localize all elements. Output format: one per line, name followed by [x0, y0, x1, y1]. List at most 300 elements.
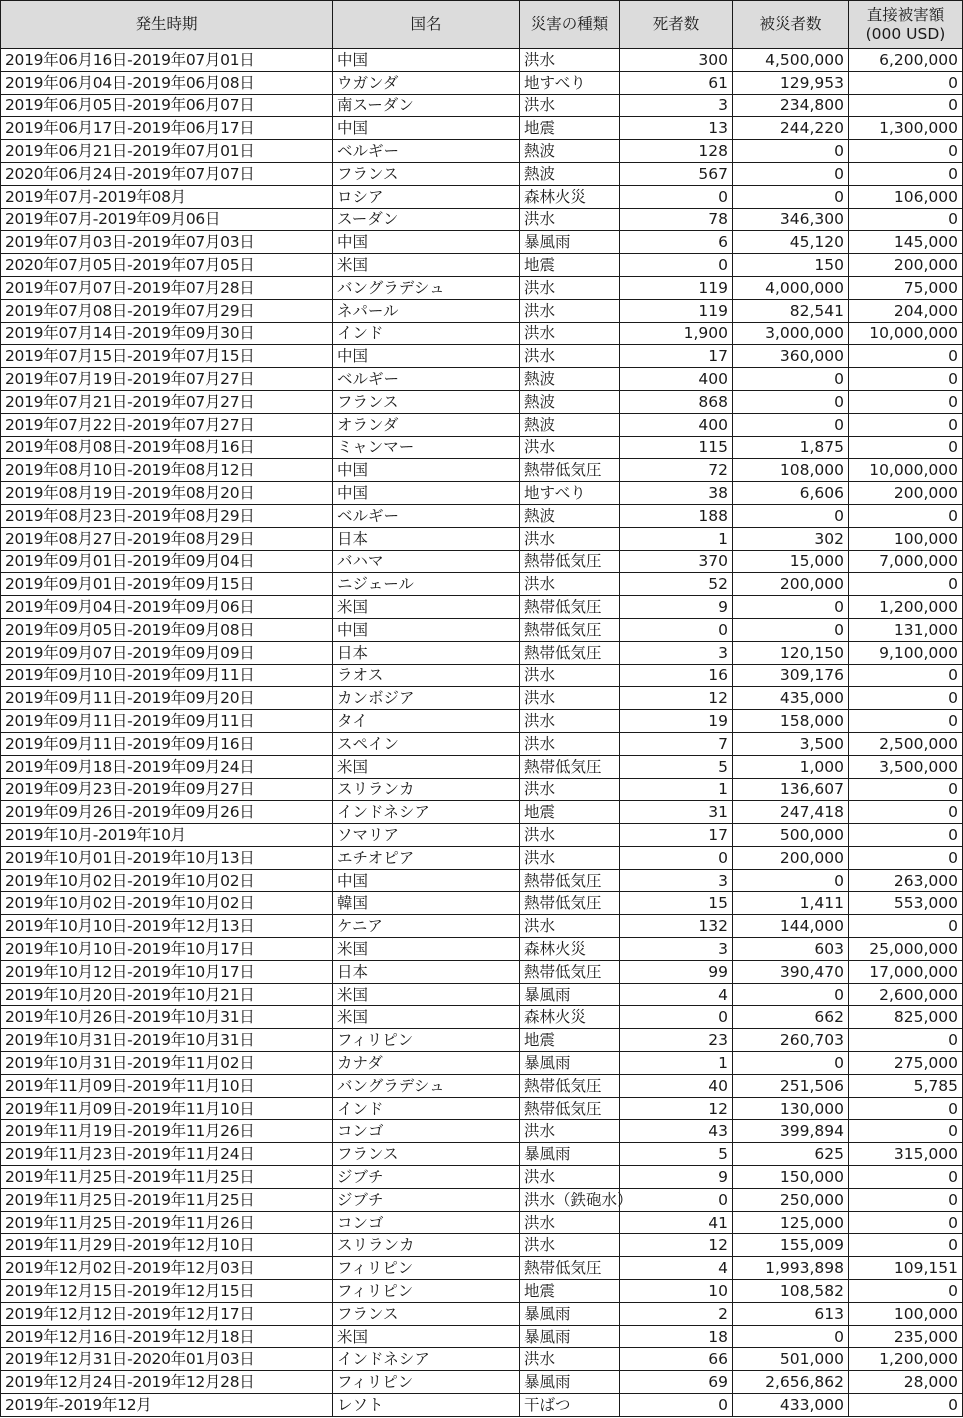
cell-country: オランダ	[333, 413, 520, 436]
cell-affected: 0	[733, 869, 849, 892]
cell-deaths: 78	[620, 208, 733, 231]
cell-deaths: 2	[620, 1302, 733, 1325]
cell-country: 中国	[333, 345, 520, 368]
cell-deaths: 43	[620, 1120, 733, 1143]
cell-affected: 250,000	[733, 1188, 849, 1211]
cell-date: 2019年07月07日-2019年07月28日	[1, 276, 333, 299]
cell-type: 洪水	[520, 1211, 620, 1234]
cell-type: 地震	[520, 1280, 620, 1303]
cell-country: インドネシア	[333, 1348, 520, 1371]
cell-date: 2019年07月22日-2019年07月27日	[1, 413, 333, 436]
cell-country: ミャンマー	[333, 436, 520, 459]
cell-date: 2019年10月12日-2019年10月17日	[1, 960, 333, 983]
cell-date: 2019年12月02日-2019年12月03日	[1, 1257, 333, 1280]
cell-date: 2019年08月08日-2019年08月16日	[1, 436, 333, 459]
cell-deaths: 40	[620, 1074, 733, 1097]
header-type: 災害の種類	[520, 1, 620, 49]
cell-type: 森林火災	[520, 938, 620, 961]
table-row	[1, 504, 963, 527]
cell-type: 地震	[520, 801, 620, 824]
table-row	[1, 687, 963, 710]
cell-deaths: 15	[620, 892, 733, 915]
table-row	[1, 1029, 963, 1052]
cell-date: 2019年12月15日-2019年12月15日	[1, 1280, 333, 1303]
cell-country: スーダン	[333, 208, 520, 231]
cell-damage: 0	[849, 915, 963, 938]
table-row	[1, 1143, 963, 1166]
cell-country: ネパール	[333, 299, 520, 322]
cell-damage: 0	[849, 824, 963, 847]
cell-deaths: 119	[620, 276, 733, 299]
cell-type: 熱帯低気圧	[520, 892, 620, 915]
cell-damage: 0	[849, 390, 963, 413]
header-row	[1, 1, 963, 49]
header-damage	[849, 1, 963, 49]
cell-country: ベルギー	[333, 504, 520, 527]
cell-affected: 346,300	[733, 208, 849, 231]
table-row	[1, 1325, 963, 1348]
cell-type: 熱帯低気圧	[520, 550, 620, 573]
cell-date: 2019年12月12日-2019年12月17日	[1, 1302, 333, 1325]
cell-deaths: 9	[620, 1166, 733, 1189]
cell-country: フィリピン	[333, 1257, 520, 1280]
table-row	[1, 1371, 963, 1394]
table-row	[1, 1074, 963, 1097]
cell-type: 洪水	[520, 276, 620, 299]
cell-country: カナダ	[333, 1052, 520, 1075]
table-row	[1, 573, 963, 596]
cell-type: 熱帯低気圧	[520, 459, 620, 482]
cell-deaths: 0	[620, 1006, 733, 1029]
cell-type: 熱帯低気圧	[520, 1074, 620, 1097]
cell-damage: 5,785	[849, 1074, 963, 1097]
cell-damage: 0	[849, 1029, 963, 1052]
cell-country: 米国	[333, 596, 520, 619]
cell-affected: 0	[733, 140, 849, 163]
cell-deaths: 5	[620, 755, 733, 778]
cell-damage: 100,000	[849, 527, 963, 550]
cell-affected: 1,000	[733, 755, 849, 778]
cell-country: 日本	[333, 527, 520, 550]
cell-type: 洪水	[520, 49, 620, 72]
table-row	[1, 276, 963, 299]
cell-affected: 247,418	[733, 801, 849, 824]
cell-type: 洪水	[520, 778, 620, 801]
cell-type: 森林火災	[520, 1006, 620, 1029]
table-row	[1, 732, 963, 755]
cell-damage: 0	[849, 1280, 963, 1303]
table-row	[1, 938, 963, 961]
table-row	[1, 1006, 963, 1029]
cell-date: 2019年08月23日-2019年08月29日	[1, 504, 333, 527]
cell-type: 熱波	[520, 390, 620, 413]
cell-country: タイ	[333, 710, 520, 733]
cell-affected: 662	[733, 1006, 849, 1029]
cell-deaths: 66	[620, 1348, 733, 1371]
cell-country: フランス	[333, 162, 520, 185]
cell-damage: 0	[849, 1188, 963, 1211]
cell-damage: 825,000	[849, 1006, 963, 1029]
cell-date: 2019年10月31日-2019年11月02日	[1, 1052, 333, 1075]
cell-date: 2019年06月05日-2019年06月07日	[1, 94, 333, 117]
cell-country: 日本	[333, 641, 520, 664]
cell-date: 2019年12月31日-2020年01月03日	[1, 1348, 333, 1371]
cell-deaths: 10	[620, 1280, 733, 1303]
cell-date: 2019年10月-2019年10月	[1, 824, 333, 847]
table-row	[1, 49, 963, 72]
table-row	[1, 755, 963, 778]
cell-type: 洪水	[520, 208, 620, 231]
cell-date: 2019年10月10日-2019年12月13日	[1, 915, 333, 938]
cell-type: 洪水	[520, 299, 620, 322]
table-row	[1, 322, 963, 345]
cell-type: 洪水	[520, 732, 620, 755]
cell-country: バングラデシュ	[333, 1074, 520, 1097]
header-date: 発生時期	[1, 1, 333, 49]
cell-type: 地震	[520, 1029, 620, 1052]
cell-country: 米国	[333, 755, 520, 778]
cell-deaths: 69	[620, 1371, 733, 1394]
cell-type: 干ばつ	[520, 1394, 620, 1417]
cell-affected: 360,000	[733, 345, 849, 368]
cell-country: インド	[333, 322, 520, 345]
cell-affected: 158,000	[733, 710, 849, 733]
cell-type: 暴風雨	[520, 1325, 620, 1348]
cell-date: 2019年07月19日-2019年07月27日	[1, 368, 333, 391]
cell-date: 2019年09月01日-2019年09月04日	[1, 550, 333, 573]
cell-affected: 45,120	[733, 231, 849, 254]
cell-damage: 0	[849, 162, 963, 185]
cell-deaths: 119	[620, 299, 733, 322]
cell-affected: 1,411	[733, 892, 849, 915]
cell-affected: 302	[733, 527, 849, 550]
cell-type: 熱帯低気圧	[520, 1097, 620, 1120]
cell-country: レソト	[333, 1394, 520, 1417]
cell-date: 2019年11月23日-2019年11月24日	[1, 1143, 333, 1166]
cell-deaths: 3	[620, 94, 733, 117]
cell-deaths: 0	[620, 1394, 733, 1417]
cell-deaths: 400	[620, 368, 733, 391]
cell-country: フランス	[333, 1302, 520, 1325]
cell-deaths: 18	[620, 1325, 733, 1348]
cell-affected: 234,800	[733, 94, 849, 117]
cell-date: 2019年10月26日-2019年10月31日	[1, 1006, 333, 1029]
cell-deaths: 868	[620, 390, 733, 413]
cell-affected: 399,894	[733, 1120, 849, 1143]
header-affected: 被災者数	[733, 1, 849, 49]
cell-damage: 10,000,000	[849, 322, 963, 345]
cell-country: ベルギー	[333, 368, 520, 391]
table-row	[1, 208, 963, 231]
cell-date: 2020年07月05日-2019年07月05日	[1, 254, 333, 277]
cell-date: 2019年07月08日-2019年07月29日	[1, 299, 333, 322]
cell-damage: 0	[849, 846, 963, 869]
cell-deaths: 132	[620, 915, 733, 938]
cell-type: 洪水	[520, 1234, 620, 1257]
cell-deaths: 3	[620, 938, 733, 961]
cell-damage: 0	[849, 368, 963, 391]
cell-date: 2019年08月27日-2019年08月29日	[1, 527, 333, 550]
cell-affected: 1,993,898	[733, 1257, 849, 1280]
cell-damage: 1,300,000	[849, 117, 963, 140]
table-row	[1, 824, 963, 847]
cell-affected: 0	[733, 596, 849, 619]
cell-country: 米国	[333, 938, 520, 961]
table-row	[1, 1348, 963, 1371]
cell-date: 2019年06月17日-2019年06月17日	[1, 117, 333, 140]
cell-deaths: 99	[620, 960, 733, 983]
table-row	[1, 185, 963, 208]
cell-affected: 3,500	[733, 732, 849, 755]
cell-country: 米国	[333, 254, 520, 277]
cell-type: 暴風雨	[520, 1052, 620, 1075]
cell-deaths: 0	[620, 254, 733, 277]
cell-deaths: 19	[620, 710, 733, 733]
cell-deaths: 9	[620, 596, 733, 619]
table-row	[1, 1394, 963, 1417]
cell-country: ロシア	[333, 185, 520, 208]
cell-country: バハマ	[333, 550, 520, 573]
cell-affected: 150	[733, 254, 849, 277]
cell-deaths: 1	[620, 1052, 733, 1075]
cell-damage: 28,000	[849, 1371, 963, 1394]
cell-country: フィリピン	[333, 1371, 520, 1394]
table-row	[1, 1188, 963, 1211]
cell-damage: 17,000,000	[849, 960, 963, 983]
cell-affected: 155,009	[733, 1234, 849, 1257]
cell-type: 暴風雨	[520, 983, 620, 1006]
cell-affected: 200,000	[733, 846, 849, 869]
cell-damage: 553,000	[849, 892, 963, 915]
cell-type: 洪水	[520, 345, 620, 368]
cell-deaths: 13	[620, 117, 733, 140]
cell-affected: 0	[733, 1052, 849, 1075]
cell-affected: 251,506	[733, 1074, 849, 1097]
cell-affected: 244,220	[733, 117, 849, 140]
cell-affected: 625	[733, 1143, 849, 1166]
cell-country: 中国	[333, 618, 520, 641]
table-row	[1, 983, 963, 1006]
table-row	[1, 436, 963, 459]
cell-deaths: 1	[620, 778, 733, 801]
cell-date: 2019年11月25日-2019年11月25日	[1, 1166, 333, 1189]
cell-damage: 0	[849, 1120, 963, 1143]
cell-affected: 15,000	[733, 550, 849, 573]
cell-damage: 25,000,000	[849, 938, 963, 961]
table-row	[1, 869, 963, 892]
cell-deaths: 0	[620, 618, 733, 641]
cell-date: 2019年10月10日-2019年10月17日	[1, 938, 333, 961]
cell-damage: 0	[849, 208, 963, 231]
cell-date: 2019年-2019年12月	[1, 1394, 333, 1417]
cell-country: バングラデシュ	[333, 276, 520, 299]
cell-deaths: 1,900	[620, 322, 733, 345]
cell-affected: 129,953	[733, 71, 849, 94]
table-row	[1, 960, 963, 983]
cell-type: 洪水	[520, 94, 620, 117]
cell-date: 2019年11月25日-2019年11月26日	[1, 1211, 333, 1234]
cell-affected: 260,703	[733, 1029, 849, 1052]
cell-affected: 136,607	[733, 778, 849, 801]
cell-deaths: 370	[620, 550, 733, 573]
cell-deaths: 0	[620, 846, 733, 869]
cell-type: 洪水	[520, 710, 620, 733]
cell-damage: 75,000	[849, 276, 963, 299]
cell-damage: 0	[849, 413, 963, 436]
cell-damage: 200,000	[849, 254, 963, 277]
cell-damage: 7,000,000	[849, 550, 963, 573]
cell-country: エチオピア	[333, 846, 520, 869]
cell-date: 2019年09月11日-2019年09月16日	[1, 732, 333, 755]
table-row	[1, 71, 963, 94]
cell-affected: 4,500,000	[733, 49, 849, 72]
cell-deaths: 23	[620, 1029, 733, 1052]
cell-damage: 235,000	[849, 1325, 963, 1348]
cell-country: フィリピン	[333, 1029, 520, 1052]
cell-date: 2019年06月16日-2019年07月01日	[1, 49, 333, 72]
cell-country: 中国	[333, 482, 520, 505]
cell-damage: 3,500,000	[849, 755, 963, 778]
cell-country: インドネシア	[333, 801, 520, 824]
cell-deaths: 7	[620, 732, 733, 755]
cell-country: スリランカ	[333, 778, 520, 801]
cell-country: コンゴ	[333, 1211, 520, 1234]
cell-affected: 108,582	[733, 1280, 849, 1303]
cell-affected: 500,000	[733, 824, 849, 847]
cell-type: 熱帯低気圧	[520, 596, 620, 619]
cell-type: 地すべり	[520, 71, 620, 94]
cell-country: 韓国	[333, 892, 520, 915]
cell-deaths: 41	[620, 1211, 733, 1234]
cell-deaths: 300	[620, 49, 733, 72]
cell-date: 2019年07月14日-2019年09月30日	[1, 322, 333, 345]
cell-affected: 200,000	[733, 573, 849, 596]
cell-country: 米国	[333, 1006, 520, 1029]
header-deaths: 死者数	[620, 1, 733, 49]
cell-affected: 0	[733, 618, 849, 641]
table-row	[1, 1234, 963, 1257]
cell-damage: 0	[849, 140, 963, 163]
table-row	[1, 641, 963, 664]
table-row	[1, 1302, 963, 1325]
cell-deaths: 3	[620, 641, 733, 664]
cell-damage: 0	[849, 345, 963, 368]
cell-country: ジブチ	[333, 1166, 520, 1189]
cell-type: 森林火災	[520, 185, 620, 208]
cell-country: フランス	[333, 390, 520, 413]
cell-deaths: 12	[620, 1097, 733, 1120]
cell-damage: 6,200,000	[849, 49, 963, 72]
cell-affected: 150,000	[733, 1166, 849, 1189]
header-country: 国名	[333, 1, 520, 49]
cell-affected: 390,470	[733, 960, 849, 983]
cell-deaths: 0	[620, 185, 733, 208]
cell-date: 2019年11月29日-2019年12月10日	[1, 1234, 333, 1257]
cell-affected: 435,000	[733, 687, 849, 710]
table-row	[1, 1120, 963, 1143]
table-header	[1, 1, 963, 49]
cell-type: 熱波	[520, 368, 620, 391]
cell-deaths: 4	[620, 1257, 733, 1280]
cell-deaths: 0	[620, 1188, 733, 1211]
cell-affected: 4,000,000	[733, 276, 849, 299]
cell-country: 中国	[333, 459, 520, 482]
cell-country: インド	[333, 1097, 520, 1120]
table-row	[1, 1166, 963, 1189]
cell-affected: 603	[733, 938, 849, 961]
cell-country: 南スーダン	[333, 94, 520, 117]
cell-type: 熱波	[520, 413, 620, 436]
cell-affected: 309,176	[733, 664, 849, 687]
cell-affected: 613	[733, 1302, 849, 1325]
cell-damage: 0	[849, 1211, 963, 1234]
cell-date: 2019年10月02日-2019年10月02日	[1, 892, 333, 915]
cell-country: ウガンダ	[333, 71, 520, 94]
cell-country: コンゴ	[333, 1120, 520, 1143]
table-row	[1, 1211, 963, 1234]
cell-affected: 108,000	[733, 459, 849, 482]
cell-date: 2019年12月16日-2019年12月18日	[1, 1325, 333, 1348]
cell-affected: 0	[733, 185, 849, 208]
cell-type: 洪水	[520, 573, 620, 596]
cell-type: 暴風雨	[520, 1371, 620, 1394]
table-row	[1, 801, 963, 824]
cell-deaths: 38	[620, 482, 733, 505]
cell-date: 2019年09月11日-2019年09月11日	[1, 710, 333, 733]
cell-type: 洪水	[520, 1120, 620, 1143]
table-row	[1, 1097, 963, 1120]
cell-affected: 0	[733, 368, 849, 391]
cell-deaths: 12	[620, 687, 733, 710]
table-row	[1, 231, 963, 254]
table-row	[1, 710, 963, 733]
cell-date: 2019年09月18日-2019年09月24日	[1, 755, 333, 778]
cell-date: 2019年09月23日-2019年09月27日	[1, 778, 333, 801]
cell-date: 2019年09月04日-2019年09月06日	[1, 596, 333, 619]
table-row	[1, 915, 963, 938]
cell-country: 中国	[333, 49, 520, 72]
cell-date: 2019年11月09日-2019年11月10日	[1, 1074, 333, 1097]
cell-date: 2019年07月15日-2019年07月15日	[1, 345, 333, 368]
cell-date: 2019年10月20日-2019年10月21日	[1, 983, 333, 1006]
cell-damage: 0	[849, 573, 963, 596]
cell-damage: 0	[849, 664, 963, 687]
cell-affected: 125,000	[733, 1211, 849, 1234]
table-row	[1, 778, 963, 801]
cell-damage: 0	[849, 710, 963, 733]
table-row	[1, 1052, 963, 1075]
cell-damage: 0	[849, 1166, 963, 1189]
table-row	[1, 664, 963, 687]
cell-date: 2019年10月02日-2019年10月02日	[1, 869, 333, 892]
cell-country: ベルギー	[333, 140, 520, 163]
cell-deaths: 6	[620, 231, 733, 254]
cell-type: 地震	[520, 254, 620, 277]
cell-date: 2019年09月10日-2019年09月11日	[1, 664, 333, 687]
cell-damage: 0	[849, 436, 963, 459]
cell-damage: 0	[849, 504, 963, 527]
cell-type: 熱帯低気圧	[520, 960, 620, 983]
cell-damage: 0	[849, 1234, 963, 1257]
cell-affected: 0	[733, 1325, 849, 1348]
table-row	[1, 413, 963, 436]
cell-date: 2019年09月01日-2019年09月15日	[1, 573, 333, 596]
cell-affected: 0	[733, 413, 849, 436]
cell-date: 2019年11月19日-2019年11月26日	[1, 1120, 333, 1143]
cell-deaths: 3	[620, 869, 733, 892]
header-damage-line1: 直接被害額	[866, 5, 945, 24]
cell-affected: 0	[733, 983, 849, 1006]
